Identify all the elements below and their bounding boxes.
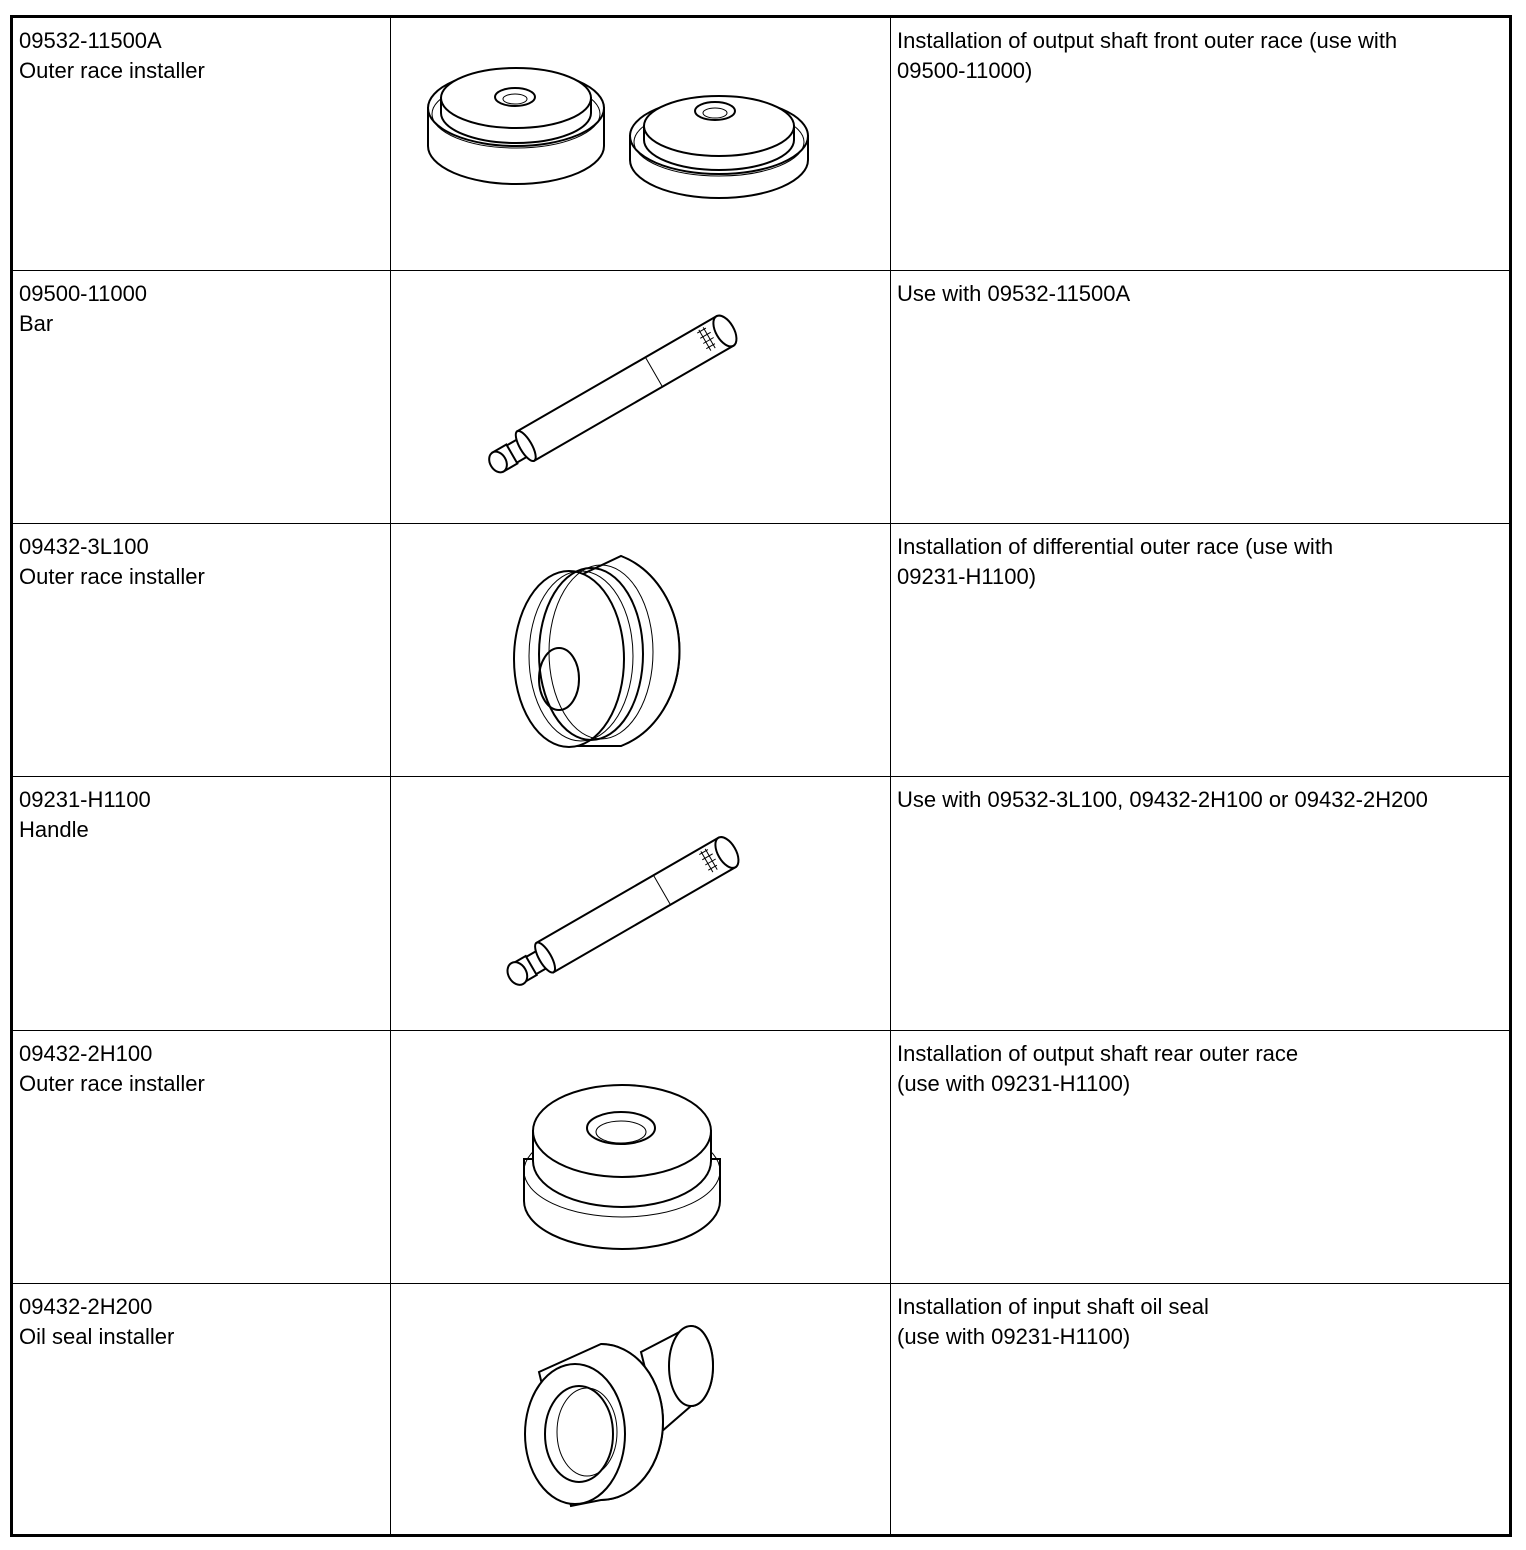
handle-icon — [391, 777, 891, 1029]
table-row — [13, 18, 1509, 271]
outer-race-installer-pair-icon — [391, 18, 891, 270]
part-number: 09231-H1100 — [19, 787, 151, 812]
description-line: (use with 09231-H1100) — [897, 1071, 1131, 1096]
tool-description-cell — [891, 18, 1509, 270]
description-line: Installation of differential outer race (use with — [897, 534, 1334, 559]
oil-seal-installer-icon — [391, 1284, 891, 1536]
tool-description-cell — [891, 271, 1509, 523]
tool-description-cell — [891, 524, 1509, 776]
tool-name: Bar — [19, 311, 54, 336]
tool-name: Oil seal installer — [19, 1324, 175, 1349]
part-number: 09432-3L100 — [19, 534, 149, 559]
special-tools-table — [10, 15, 1512, 1537]
tool-id-cell — [13, 271, 391, 523]
table-row — [13, 271, 1509, 524]
outer-race-installer-icon — [391, 524, 891, 776]
tool-name: Outer race installer — [19, 1071, 205, 1096]
tool-name: Outer race installer — [19, 564, 205, 589]
outer-race-installer-icon — [391, 1031, 891, 1283]
tool-description-cell — [891, 777, 1509, 1030]
description-line: Installation of output shaft front outer race (use with — [897, 28, 1398, 53]
description-line: (use with 09231-H1100) — [897, 1324, 1131, 1349]
description-line: Use with 09532-11500A — [897, 281, 1131, 306]
tool-id-cell — [13, 18, 391, 270]
tool-id-cell — [13, 524, 391, 776]
table-row — [13, 1031, 1509, 1284]
tool-description-cell — [891, 1031, 1509, 1283]
description-line: 09500-11000) — [897, 58, 1033, 83]
table-row — [13, 524, 1509, 777]
tool-illustration-cell — [391, 18, 891, 270]
part-number: 09432-2H100 — [19, 1041, 153, 1066]
tool-illustration-cell — [391, 524, 891, 776]
part-number: 09532-11500A — [19, 28, 162, 53]
tool-name: Handle — [19, 817, 89, 842]
part-number: 09500-11000 — [19, 281, 148, 306]
tool-name: Outer race installer — [19, 58, 205, 83]
bar-icon — [391, 271, 891, 523]
tool-id-cell — [13, 777, 391, 1030]
description-line: Installation of output shaft rear outer race — [897, 1041, 1299, 1066]
description-line: Installation of input shaft oil seal — [897, 1294, 1209, 1319]
part-number: 09432-2H200 — [19, 1294, 153, 1319]
tool-id-cell — [13, 1284, 391, 1534]
tool-illustration-cell — [391, 271, 891, 523]
tool-illustration-cell — [391, 1031, 891, 1283]
tool-description-cell — [891, 1284, 1509, 1534]
table-row — [13, 777, 1509, 1031]
description-line: Use with 09532-3L100, 09432-2H100 or 09432-2H200 — [897, 787, 1428, 812]
description-line: 09231-H1100) — [897, 564, 1037, 589]
table-row — [13, 1284, 1509, 1534]
tool-id-cell — [13, 1031, 391, 1283]
tool-illustration-cell — [391, 1284, 891, 1534]
tool-illustration-cell — [391, 777, 891, 1030]
